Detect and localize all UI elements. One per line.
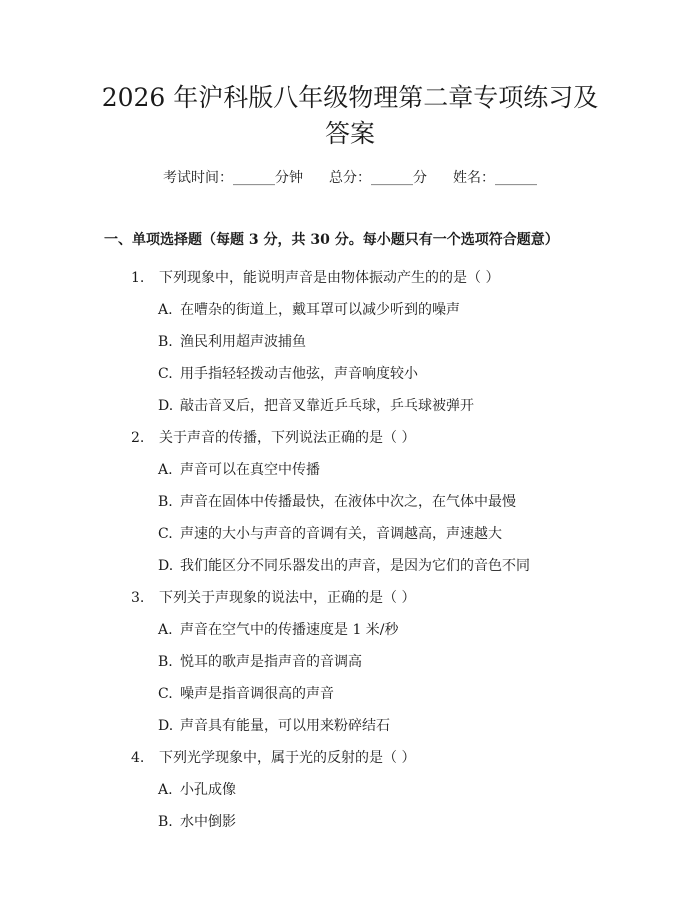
question-number: 1. (131, 270, 145, 286)
option-text: 声速的大小与声音的音调有关，音调越高，声速越大 (180, 526, 502, 542)
question-3-option-d (158, 716, 390, 736)
question-2-option-d (158, 556, 530, 576)
option-letter: B. (158, 814, 173, 830)
option-text: 声音具有能量，可以用来粉碎结石 (180, 718, 390, 734)
option-text: 声音在空气中的传播速度是 1 米/秒 (180, 622, 399, 638)
question-2 (131, 428, 415, 448)
question-1 (131, 268, 499, 288)
question-1-option-a (158, 300, 460, 320)
question-3-option-b (158, 652, 362, 672)
question-number: 3. (131, 590, 145, 606)
document-title (60, 80, 640, 152)
question-4-option-a (158, 780, 236, 800)
total-score-field: 总分：______分 (329, 170, 427, 186)
title-line-2: 答案 (324, 119, 375, 148)
option-text: 小孔成像 (180, 782, 236, 798)
option-letter: C. (158, 526, 173, 542)
option-text: 用手指轻轻拨动吉他弦，声音响度较小 (180, 366, 418, 382)
question-2-option-a (158, 460, 320, 480)
option-letter: C. (158, 686, 173, 702)
option-letter: A. (158, 622, 173, 638)
option-text: 噪声是指音调很高的声音 (180, 686, 334, 702)
option-text: 在嘈杂的街道上，戴耳罩可以减少听到的噪声 (180, 302, 460, 318)
question-number: 4. (131, 750, 145, 766)
question-1-option-b (158, 332, 306, 352)
option-letter: D. (158, 558, 174, 574)
question-stem: 关于声音的传播，下列说法正确的是（ ） (159, 430, 416, 446)
option-text: 声音在固体中传播最快，在液体中次之，在气体中最慢 (180, 494, 516, 510)
option-text: 渔民利用超声波捕鱼 (180, 334, 306, 350)
question-2-option-c (158, 524, 502, 544)
option-text: 声音可以在真空中传播 (180, 462, 320, 478)
question-number: 2. (131, 430, 145, 446)
question-3-option-c (158, 684, 334, 704)
option-text: 我们能区分不同乐器发出的声音，是因为它们的音色不同 (180, 558, 530, 574)
student-name-field: 姓名：______ (453, 170, 537, 186)
section-heading: 一、单项选择题（每题 3 分，共 30 分。每小题只有一个选项符合题意） (104, 232, 559, 248)
question-1-option-d (158, 396, 474, 416)
question-4-option-b (158, 812, 236, 832)
title-line-1: 2026 年沪科版八年级物理第二章专项练习及 (101, 83, 599, 112)
question-stem: 下列光学现象中，属于光的反射的是（ ） (159, 750, 416, 766)
option-letter: C. (158, 366, 173, 382)
question-2-option-b (158, 492, 516, 512)
option-letter: A. (158, 462, 173, 478)
question-4 (131, 748, 415, 768)
question-1-option-c (158, 364, 418, 384)
option-letter: B. (158, 334, 173, 350)
question-stem: 下列关于声现象的说法中，正确的是（ ） (159, 590, 416, 606)
question-stem: 下列现象中，能说明声音是由物体振动产生的的是（ ） (159, 270, 500, 286)
option-letter: B. (158, 494, 173, 510)
question-3 (131, 588, 415, 608)
option-text: 水中倒影 (180, 814, 236, 830)
option-text: 悦耳的歌声是指声音的音调高 (180, 654, 362, 670)
option-letter: D. (158, 718, 174, 734)
exam-time-field: 考试时间：______分钟 (163, 170, 303, 186)
option-text: 敲击音叉后，把音叉靠近乒乓球，乒乓球被弹开 (180, 398, 474, 414)
question-3-option-a (158, 620, 399, 640)
option-letter: A. (158, 302, 173, 318)
exam-meta-line (0, 168, 700, 188)
option-letter: B. (158, 654, 173, 670)
option-letter: D. (158, 398, 174, 414)
option-letter: A. (158, 782, 173, 798)
